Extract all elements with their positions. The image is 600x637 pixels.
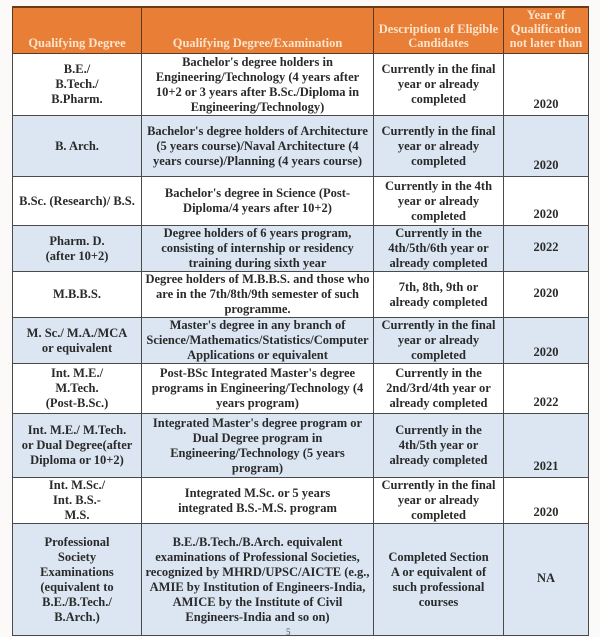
table-row xyxy=(13,226,589,272)
cell-degree: M. Sc./ M.A./MCA or equivalent xyxy=(13,318,142,364)
eligibility-table xyxy=(12,6,589,636)
cell-degree: Pharm. D. (after 10+2) xyxy=(13,226,142,272)
table-row xyxy=(13,116,589,177)
table-row xyxy=(13,318,589,364)
cell-examination: Master's degree in any branch of Science/Mathematics/Statistics/Computer Applications or equivalent xyxy=(142,318,374,364)
cell-examination: Integrated M.Sc. or 5 years integrated B.S.-M.S. program xyxy=(142,478,374,524)
cell-year: NA xyxy=(504,524,589,636)
cell-examination: Degree holders of 6 years program, consisting of internship or residency training during sixth year xyxy=(142,226,374,272)
cell-degree: Professional Society Examinations (equivalent to B.E./B.Tech./ B.Arch.) xyxy=(13,524,142,636)
cell-year: 2020 xyxy=(504,54,589,116)
cell-year: 2020 xyxy=(504,177,589,226)
cell-examination: Bachelor's degree holders of Architecture (5 years course)/Naval Architecture (4 years course)/Planning (4 years course) xyxy=(142,116,374,177)
cell-degree: B. Arch. xyxy=(13,116,142,177)
table-row xyxy=(13,524,589,636)
cell-examination: Bachelor's degree in Science (Post-Diploma/4 years after 10+2) xyxy=(142,177,374,226)
cell-year: 2022 xyxy=(504,226,589,272)
cell-examination: B.E./B.Tech./B.Arch. equivalent examinations of Professional Societies, recognized by MHRD/UPSC/AICTE (e.g., AMIE by Institution of Engineers-India, AMICE by the Institute of Civil Engineers-India and so on) xyxy=(142,524,374,636)
cell-description: Currently in the final year or already completed xyxy=(374,54,504,116)
page-number: 5 xyxy=(286,627,291,637)
table-row xyxy=(13,272,589,318)
cell-degree: B.E./ B.Tech./ B.Pharm. xyxy=(13,54,142,116)
cell-degree: Int. M.E./ M.Tech. (Post-B.Sc.) xyxy=(13,364,142,414)
cell-year: 2020 xyxy=(504,116,589,177)
cell-degree: B.Sc. (Research)/ B.S. xyxy=(13,177,142,226)
header-year: Year of Qualification not later than xyxy=(504,7,589,54)
table-row xyxy=(13,414,589,478)
table-row xyxy=(13,478,589,524)
table-row xyxy=(13,177,589,226)
cell-year: 2020 xyxy=(504,272,589,318)
cell-examination: Integrated Master's degree program or Dual Degree program in Engineering/Technology (5 years program) xyxy=(142,414,374,478)
cell-examination: Degree holders of M.B.B.S. and those who are in the 7th/8th/9th semester of such programme. xyxy=(142,272,374,318)
header-qualifying-examination: Qualifying Degree/Examination xyxy=(142,7,374,54)
table-row xyxy=(13,54,589,116)
cell-year: 2022 xyxy=(504,364,589,414)
cell-description: 7th, 8th, 9th or already completed xyxy=(374,272,504,318)
cell-description: Currently in the final year or already completed xyxy=(374,478,504,524)
cell-description: Completed Section A or equivalent of such professional courses xyxy=(374,524,504,636)
table-header-row xyxy=(13,7,589,54)
cell-description: Currently in the 2nd/3rd/4th year or already completed xyxy=(374,364,504,414)
cell-description: Currently in the 4th/5th/6th year or already completed xyxy=(374,226,504,272)
cell-description: Currently in the final year or already completed xyxy=(374,318,504,364)
cell-year: 2020 xyxy=(504,318,589,364)
cell-examination: Post-BSc Integrated Master's degree programs in Engineering/Technology (4 years program) xyxy=(142,364,374,414)
cell-description: Currently in the 4th year or already completed xyxy=(374,177,504,226)
cell-year: 2020 xyxy=(504,478,589,524)
cell-year: 2021 xyxy=(504,414,589,478)
table-row xyxy=(13,364,589,414)
header-description: Description of Eligible Candidates xyxy=(374,7,504,54)
cell-degree: M.B.B.S. xyxy=(13,272,142,318)
cell-degree: Int. M.Sc./ Int. B.S.-M.S. xyxy=(13,478,142,524)
cell-degree: Int. M.E./ M.Tech. or Dual Degree(after Diploma or 10+2) xyxy=(13,414,142,478)
header-qualifying-degree: Qualifying Degree xyxy=(13,7,142,54)
cell-description: Currently in the 4th/5th year or already completed xyxy=(374,414,504,478)
cell-description: Currently in the final year or already completed xyxy=(374,116,504,177)
cell-examination: Bachelor's degree holders in Engineering/Technology (4 years after 10+2 or 3 years after B.Sc./Diploma in Engineering/Technology) xyxy=(142,54,374,116)
